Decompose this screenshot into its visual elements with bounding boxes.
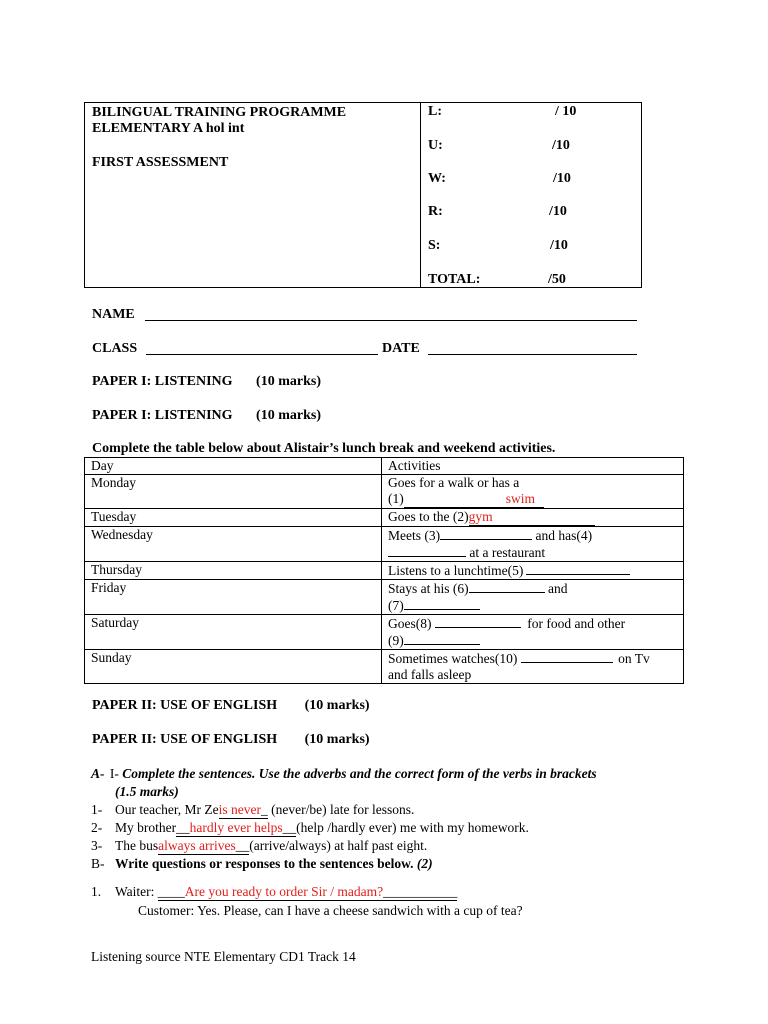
name-label: NAME: [92, 307, 135, 322]
answer-blank-5[interactable]: [526, 562, 630, 575]
item-text: My brother: [115, 820, 177, 835]
paper1-marks: (10 marks): [256, 374, 321, 389]
item-text: (help /hardly ever) me with my homework.: [296, 820, 529, 835]
header-activities: Activities: [382, 458, 684, 475]
header-day: Day: [85, 458, 382, 475]
answer-blank-8[interactable]: [435, 615, 521, 628]
activity-text: Goes(8): [388, 616, 432, 631]
activity-text: for food and other: [527, 616, 626, 631]
activity-cell: [382, 650, 684, 684]
activity-table: [84, 457, 684, 684]
item-text: (never/be) late for lessons.: [271, 802, 415, 817]
programme-title-line1: BILINGUAL TRAINING PROGRAMME: [92, 105, 347, 120]
activity-text: on Tv: [618, 651, 650, 666]
answer-blank-2[interactable]: [469, 509, 595, 526]
answer-2: gym: [468, 509, 493, 524]
activity-text: and falls asleep: [388, 667, 472, 682]
activity-cell: [382, 615, 684, 650]
paper2-marks: (10 marks): [304, 698, 370, 713]
exercise-item-2: [91, 819, 529, 837]
day-cell: Sunday: [85, 650, 382, 684]
score-label-s: S:: [428, 238, 441, 253]
day-cell: Monday: [85, 475, 382, 509]
score-max-l: / 10: [555, 104, 577, 119]
item-answer-blank[interactable]: __hardly ever helps__: [176, 820, 297, 835]
section-a-letter: A-: [91, 766, 105, 781]
item-number: 2-: [91, 820, 103, 835]
date-blank-line[interactable]: [428, 354, 637, 355]
exercise-item-3: [91, 837, 427, 855]
paper1-heading-1: [92, 373, 321, 390]
programme-title-line2: ELEMENTARY A hol int: [92, 121, 245, 136]
day-cell: Friday: [85, 580, 382, 615]
section-a-roman: I-: [109, 766, 119, 781]
paper2-marks-repeat: (10 marks): [304, 732, 370, 747]
item-number: 3-: [91, 838, 103, 853]
waiter-answer: Are you ready to order Sir / madam?: [184, 884, 384, 899]
paper1-title-repeat: PAPER I: LISTENING: [92, 408, 233, 423]
date-label: DATE: [382, 341, 420, 356]
table-header-row: [85, 458, 684, 475]
activity-text: at a restaurant: [469, 545, 546, 560]
score-max-w: /10: [553, 171, 571, 186]
item-answer-blank[interactable]: always arrives__: [158, 838, 250, 853]
exercise-item-1: [91, 801, 414, 819]
activity-cell: [382, 475, 684, 509]
section-a-instruction: [91, 765, 691, 782]
answer-blank-3[interactable]: [440, 527, 532, 540]
section-a-text: Complete the sentences. Use the adverbs and the correct form of the verbs in brackets: [122, 766, 597, 781]
item-text: Our teacher, Mr Ze: [115, 802, 219, 817]
paper2-title: PAPER II: USE OF ENGLISH: [92, 698, 278, 713]
table-row: [85, 527, 684, 562]
day-cell: Tuesday: [85, 509, 382, 527]
activity-text: Goes for a walk or has a: [388, 475, 520, 490]
answer-blank-9[interactable]: [404, 632, 480, 645]
score-label-w: W:: [428, 171, 446, 186]
item-answer-blank[interactable]: is never_: [218, 802, 268, 817]
table-row: [85, 475, 684, 509]
waiter-label: Waiter:: [115, 884, 155, 899]
assessment-title: FIRST ASSESSMENT: [92, 155, 229, 170]
answer-blank-10[interactable]: [521, 650, 613, 663]
activity-text: Sometimes watches(10): [388, 651, 518, 666]
activity-cell: [382, 562, 684, 580]
answer-1: swim: [505, 491, 536, 506]
section-b-letter: B-: [91, 856, 105, 871]
header-divider: [420, 102, 421, 288]
item-text: The bus: [115, 838, 159, 853]
answer-blank-1[interactable]: [404, 491, 544, 508]
score-label-l: L:: [428, 104, 442, 119]
answer-blank-7[interactable]: [404, 597, 480, 610]
day-cell: Wednesday: [85, 527, 382, 562]
activity-text: Goes to the (2): [388, 509, 469, 524]
dialogue-line-waiter: [91, 883, 457, 901]
activity-cell: [382, 527, 684, 562]
item-text: (arrive/always) at half past eight.: [249, 838, 428, 853]
table-row: [85, 615, 684, 650]
answer-blank-4[interactable]: [388, 544, 466, 557]
activity-number: (7): [388, 598, 404, 613]
name-blank-line[interactable]: [145, 320, 637, 321]
paper1-title: PAPER I: LISTENING: [92, 374, 233, 389]
section-b-instruction: [91, 855, 433, 872]
section-a-marks: (1.5 marks): [115, 784, 179, 799]
score-label-total: TOTAL:: [428, 272, 481, 287]
item-answer: hardly ever helps: [189, 820, 283, 835]
paper1-heading-2: [92, 407, 321, 424]
activity-number: (1): [388, 491, 404, 506]
paper2-heading-1: [92, 697, 370, 714]
activity-cell: [382, 509, 684, 527]
activity-text: Meets (3): [388, 528, 441, 543]
table-row: [85, 650, 684, 684]
waiter-answer-blank[interactable]: ____Are you ready to order Sir / madam?___________: [157, 884, 458, 899]
dialogue-number: 1.: [91, 884, 102, 899]
paper2-title-repeat: PAPER II: USE OF ENGLISH: [92, 732, 278, 747]
answer-blank-6[interactable]: [469, 580, 545, 593]
activity-text: and has(4): [535, 528, 593, 543]
activity-text: Listens to a lunchtime(5): [388, 563, 524, 578]
table-row: [85, 562, 684, 580]
score-max-total: /50: [548, 272, 566, 287]
name-field-row: [92, 306, 135, 323]
score-label-r: R:: [428, 204, 443, 219]
listening-source-footer: Listening source NTE Elementary CD1 Track 14: [91, 949, 356, 964]
day-cell: Saturday: [85, 615, 382, 650]
paper2-heading-2: [92, 731, 370, 748]
score-max-r: /10: [549, 204, 567, 219]
activity-number: (9): [388, 633, 404, 648]
activity-cell: [382, 580, 684, 615]
class-label: CLASS: [92, 341, 138, 356]
item-answer: is never: [218, 802, 262, 817]
score-label-u: U:: [428, 138, 443, 153]
day-cell: Thursday: [85, 562, 382, 580]
activity-text: and: [548, 581, 568, 596]
activity-text: Stays at his (6): [388, 581, 469, 596]
item-number: 1-: [91, 802, 103, 817]
dialogue-line-customer: Customer: Yes. Please, can I have a cheese sandwich with a cup of tea?: [138, 903, 523, 918]
score-max-u: /10: [552, 138, 570, 153]
table-row: [85, 580, 684, 615]
table-row: [85, 509, 684, 527]
score-max-s: /10: [550, 238, 568, 253]
class-blank-line[interactable]: [146, 354, 378, 355]
section-b-marks: (2): [416, 856, 433, 871]
paper1-instruction: Complete the table below about Alistair’s lunch break and weekend activities.: [92, 441, 556, 456]
section-b-text: Write questions or responses to the sentences below.: [115, 856, 414, 871]
item-answer: always arrives: [158, 838, 236, 853]
paper1-marks-repeat: (10 marks): [256, 408, 321, 423]
